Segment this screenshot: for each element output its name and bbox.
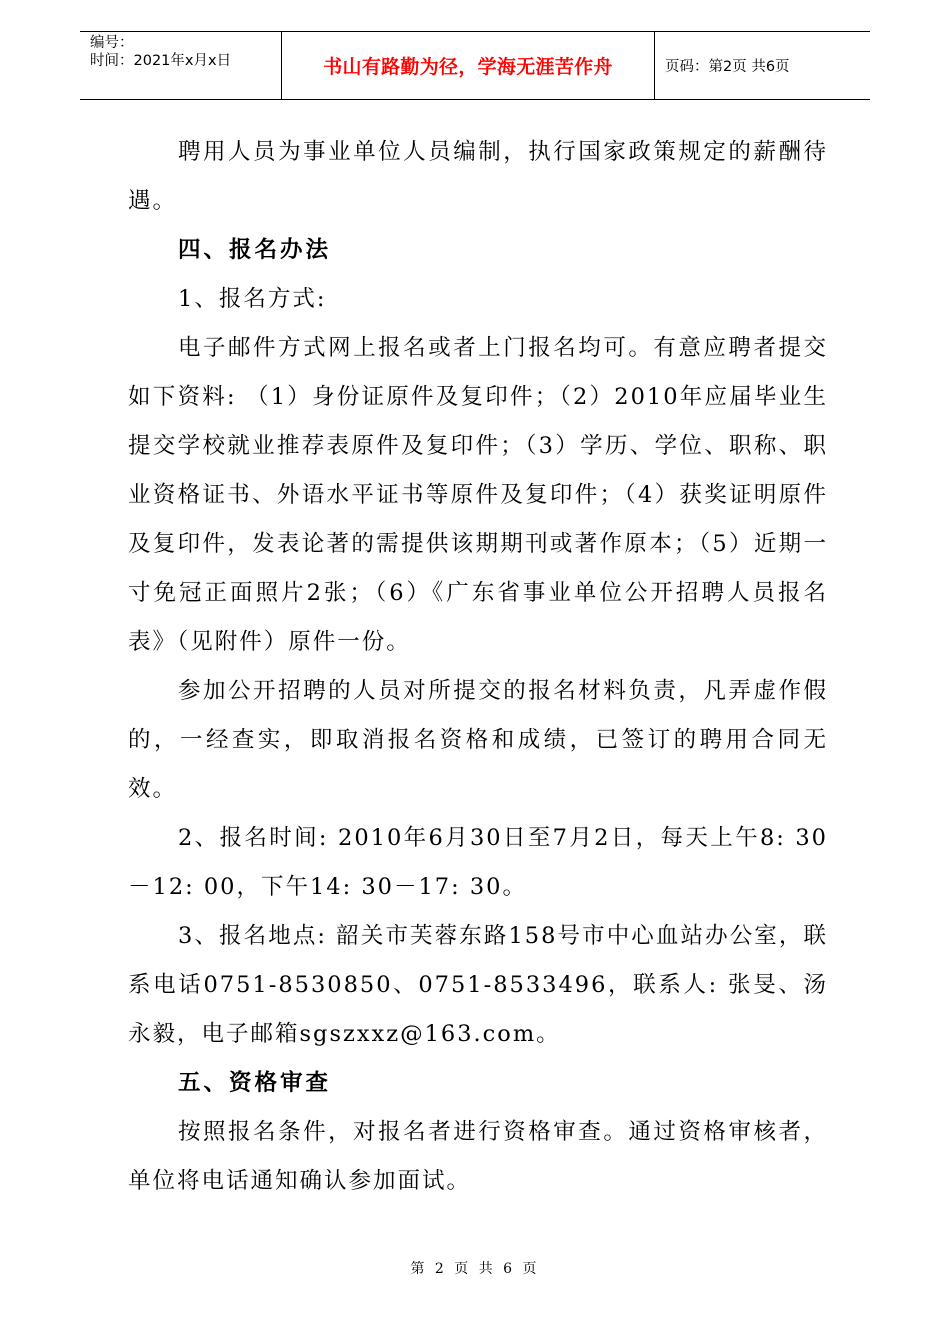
paragraph-salary: 聘用人员为事业单位人员编制，执行国家政策规定的薪酬待遇。 — [128, 139, 828, 214]
document-header — [80, 31, 870, 100]
paragraph-qualification-review: 按照报名条件，对报名者进行资格审查。通过资格审核者，单位将电话通知确认参加面试。 — [128, 1119, 828, 1194]
number-label: 编号： — [90, 35, 134, 51]
header-page-label: 页码：第2页 共6页 — [665, 59, 790, 75]
header-meta — [80, 32, 281, 99]
paragraph-registration-method-title: 1、报名方式: — [178, 286, 327, 312]
section-heading-registration: 四、报名办法 — [178, 237, 332, 263]
time-label: 时间：2021年x月x日 — [90, 53, 232, 69]
paragraph-registration-location: 3、报名地点: 韶关市芙蓉东路158号市中心血站办公室，联系电话0751-8530850、0751-8533496，联系人: 张旻、汤永毅，电子邮箱sgszxxz@163.com。 — [128, 923, 828, 1047]
paragraph-responsibility: 参加公开招聘的人员对所提交的报名材料负责，凡弄虚作假的，一经查实，即取消报名资格和成绩，已签订的聘用合同无效。 — [128, 678, 828, 802]
motto-text: 书山有路勤为径，学海无涯苦作舟 — [323, 56, 613, 78]
section-heading-qualification: 五、资格审查 — [178, 1070, 332, 1096]
header-motto — [281, 32, 655, 99]
paragraph-registration-materials: 电子邮件方式网上报名或者上门报名均可。有意应聘者提交如下资料: （1）身份证原件及复印件；（2）2010年应届毕业生提交学校就业推荐表原件及复印件；（3）学历、学位、职称、职业资格证书、外语水平证书等原件及复印件；（4）获奖证明原件及复印件，发表论著的需提供该期期刊或著作原本；（5）近期一寸免冠正面照片2张；（6）《广东省事业单位公开招聘人员报名表》（见附件）原件一份。 — [128, 335, 828, 655]
page-footer: 第 2 页 共 6 页 — [410, 1261, 540, 1277]
document-body — [128, 128, 828, 1206]
paragraph-registration-time: 2、报名时间: 2010年6月30日至7月2日，每天上午8: 30－12: 00，下午14: 30－17: 30。 — [128, 825, 828, 900]
